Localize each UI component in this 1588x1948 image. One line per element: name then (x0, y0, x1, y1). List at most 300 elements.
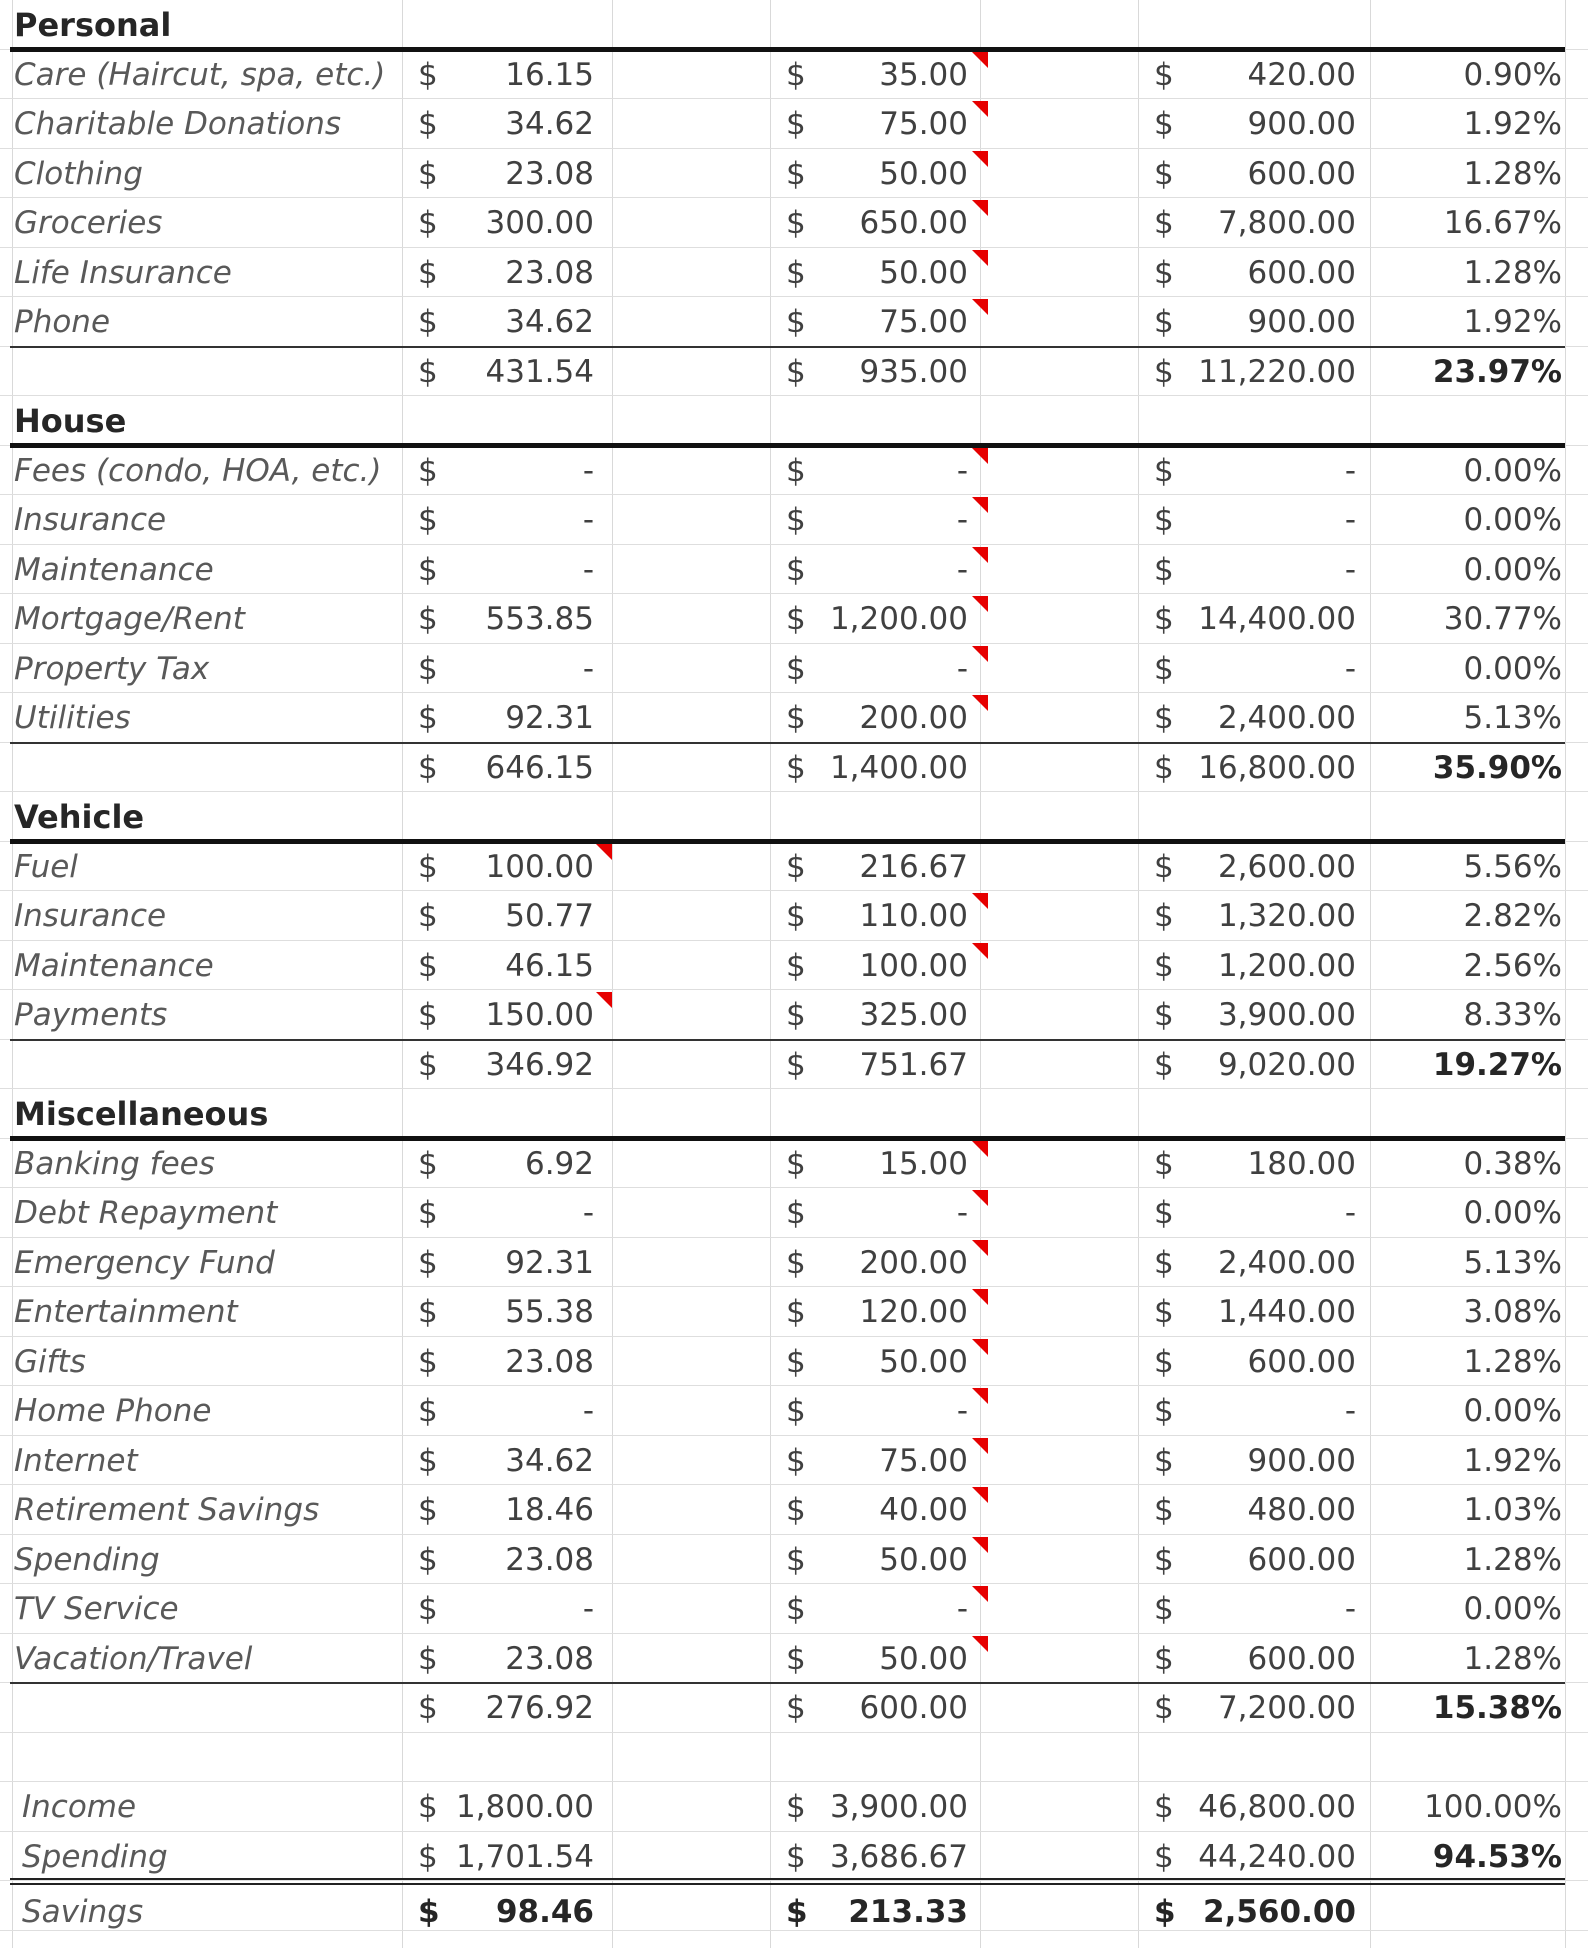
table-row[interactable] (0, 1584, 1588, 1634)
amount-cell-col3[interactable]: 600.00 (1247, 1640, 1356, 1677)
percent-cell[interactable]: 0.00% (1463, 1195, 1562, 1231)
amount-cell-col2[interactable]: 200.00 (859, 700, 968, 736)
amount-cell-col3[interactable]: 900.00 (1247, 304, 1356, 340)
table-row[interactable] (0, 495, 1588, 545)
amount-cell-col1[interactable]: 46.15 (505, 947, 594, 984)
percent-cell[interactable]: 0.90% (1463, 56, 1562, 93)
percent-cell[interactable]: 30.77% (1443, 601, 1562, 637)
currency-sign: $ (786, 1789, 806, 1825)
section-title: Vehicle (14, 798, 145, 836)
amount-cell-col1[interactable]: 23.08 (505, 155, 594, 192)
percent-cell[interactable]: 2.82% (1463, 898, 1562, 934)
currency-sign: $ (1154, 1343, 1174, 1380)
amount-cell-col1[interactable]: - (582, 1195, 594, 1231)
amount-cell-col1[interactable]: 100.00 (485, 848, 594, 885)
percent-cell[interactable]: 3.08% (1463, 1294, 1562, 1330)
amount-cell-col2[interactable]: 15.00 (879, 1145, 968, 1182)
amount-cell-col1[interactable]: - (582, 1591, 594, 1627)
percent-cell[interactable]: 2.56% (1463, 947, 1562, 984)
section-title: House (14, 402, 127, 440)
amount-cell-col3[interactable]: 9,020.00 (1217, 1046, 1356, 1083)
currency-sign: $ (418, 254, 438, 291)
amount-cell-col1[interactable]: 34.62 (505, 106, 594, 142)
amount-cell-col3[interactable]: 11,220.00 (1198, 353, 1356, 390)
amount-cell-col1[interactable]: 276.92 (485, 1690, 594, 1726)
amount-cell-col1[interactable]: 431.54 (485, 353, 594, 390)
percent-cell[interactable]: 1.28% (1463, 1541, 1562, 1578)
amount-cell-col2[interactable]: 213.33 (848, 1894, 968, 1930)
table-row[interactable] (0, 1188, 1588, 1238)
section-title: Miscellaneous (14, 1095, 269, 1133)
amount-cell-col1[interactable]: 16.15 (505, 56, 594, 93)
amount-cell-col3[interactable]: 900.00 (1247, 106, 1356, 142)
amount-cell-col2[interactable]: 1,400.00 (829, 749, 968, 786)
amount-cell-col2[interactable]: 1,200.00 (829, 601, 968, 637)
amount-cell-col1[interactable]: 23.08 (505, 1541, 594, 1578)
amount-cell-col3[interactable]: - (1344, 452, 1356, 489)
currency-sign: $ (1154, 1046, 1174, 1083)
percent-cell[interactable]: 0.00% (1463, 452, 1562, 489)
table-row[interactable] (0, 941, 1588, 990)
amount-cell-col2[interactable]: 75.00 (879, 304, 968, 340)
row-label: Maintenance (14, 551, 214, 588)
table-row[interactable] (0, 842, 1588, 891)
currency-sign: $ (786, 1195, 806, 1231)
amount-cell-col3[interactable]: - (1344, 650, 1356, 687)
subtotal-row[interactable] (0, 347, 1588, 396)
table-row[interactable] (0, 1436, 1588, 1485)
table-row[interactable] (0, 891, 1588, 941)
currency-sign: $ (786, 1690, 806, 1726)
amount-cell-col1[interactable]: 23.08 (505, 254, 594, 291)
comment-indicator-icon[interactable] (972, 1289, 988, 1305)
currency-sign: $ (1154, 1838, 1174, 1875)
percent-cell[interactable]: 1.03% (1463, 1492, 1562, 1528)
comment-indicator-icon[interactable] (596, 992, 612, 1008)
currency-sign: $ (1154, 898, 1174, 934)
currency-sign: $ (786, 1046, 806, 1083)
currency-sign: $ (418, 848, 438, 885)
amount-cell-col1[interactable]: 55.38 (505, 1294, 594, 1330)
amount-cell-col2[interactable]: 216.67 (859, 848, 968, 885)
table-row[interactable] (0, 1485, 1588, 1535)
amount-cell-col2[interactable]: 600.00 (859, 1690, 968, 1726)
spending-label: Spending (22, 1838, 168, 1875)
percent-cell[interactable]: 0.38% (1463, 1145, 1562, 1182)
currency-sign: $ (786, 650, 806, 687)
table-row[interactable] (0, 1634, 1588, 1683)
amount-cell-col1[interactable]: - (582, 452, 594, 489)
amount-cell-col1[interactable]: - (582, 650, 594, 687)
currency-sign: $ (786, 1244, 806, 1281)
comment-indicator-icon[interactable] (972, 497, 988, 513)
currency-sign: $ (418, 155, 438, 192)
currency-sign: $ (1154, 1195, 1174, 1231)
table-row[interactable] (0, 644, 1588, 693)
currency-sign: $ (418, 1838, 438, 1875)
row-label: Payments (14, 997, 168, 1033)
percent-cell[interactable]: 0.00% (1463, 1393, 1562, 1429)
currency-sign: $ (786, 1838, 806, 1875)
currency-sign: $ (786, 452, 806, 489)
amount-cell-col3[interactable]: 2,400.00 (1217, 1244, 1356, 1281)
currency-sign: $ (418, 502, 438, 538)
currency-sign: $ (418, 601, 438, 637)
comment-indicator-icon[interactable] (972, 1240, 988, 1256)
subtotal-row[interactable] (0, 743, 1588, 792)
currency-sign: $ (1154, 848, 1174, 885)
currency-sign: $ (418, 205, 438, 241)
percent-cell[interactable]: 0.00% (1463, 1591, 1562, 1627)
comment-indicator-icon[interactable] (972, 1487, 988, 1503)
amount-cell-col1[interactable]: 18.46 (505, 1492, 594, 1528)
comment-indicator-icon[interactable] (972, 695, 988, 711)
row-label: Insurance (14, 502, 167, 538)
currency-sign: $ (1154, 56, 1174, 93)
amount-cell-col2[interactable]: - (956, 1195, 968, 1231)
amount-cell-col2[interactable]: - (956, 650, 968, 687)
row-label: Utilities (14, 700, 131, 736)
amount-cell-col3[interactable]: - (1344, 1195, 1356, 1231)
amount-cell-col2[interactable]: 50.00 (879, 254, 968, 291)
section-header[interactable] (0, 792, 1588, 842)
currency-sign: $ (1154, 1640, 1174, 1677)
amount-cell-col2[interactable]: 50.00 (879, 1640, 968, 1677)
table-row[interactable] (0, 297, 1588, 347)
amount-cell-col2[interactable]: 35.00 (879, 56, 968, 93)
currency-sign: $ (418, 1145, 438, 1182)
row-label: Maintenance (14, 947, 214, 984)
amount-cell-col3[interactable]: 7,800.00 (1217, 205, 1356, 241)
table-row[interactable] (0, 545, 1588, 594)
amount-cell-col1[interactable]: 553.85 (485, 601, 594, 637)
currency-sign: $ (1154, 551, 1174, 588)
currency-sign: $ (418, 1343, 438, 1380)
currency-sign: $ (418, 304, 438, 340)
amount-cell-col3[interactable]: 2,600.00 (1217, 848, 1356, 885)
currency-sign: $ (1154, 452, 1174, 489)
gridline-horizontal (0, 1930, 1588, 1931)
comment-indicator-icon[interactable] (972, 943, 988, 959)
amount-cell-col1[interactable]: 150.00 (485, 997, 594, 1033)
row-label: TV Service (14, 1591, 179, 1627)
amount-cell-col1[interactable]: 98.46 (495, 1894, 594, 1930)
amount-cell-col3[interactable]: 46,800.00 (1198, 1789, 1356, 1825)
currency-sign: $ (418, 749, 438, 786)
table-row[interactable] (0, 198, 1588, 248)
currency-sign: $ (1154, 1393, 1174, 1429)
currency-sign: $ (786, 106, 806, 142)
currency-sign: $ (418, 650, 438, 687)
amount-cell-col3[interactable]: 420.00 (1247, 56, 1356, 93)
currency-sign: $ (1154, 106, 1174, 142)
currency-sign: $ (1154, 749, 1174, 786)
income-row[interactable] (0, 1782, 1588, 1832)
comment-indicator-icon[interactable] (972, 1339, 988, 1355)
amount-cell-col3[interactable]: 14,400.00 (1198, 601, 1356, 637)
percent-cell[interactable]: 5.13% (1463, 1244, 1562, 1281)
amount-cell-col2[interactable]: - (956, 1591, 968, 1627)
currency-sign: $ (1154, 353, 1174, 390)
amount-cell-col1[interactable]: 34.62 (505, 304, 594, 340)
table-row[interactable] (0, 99, 1588, 149)
row-label: Emergency Fund (14, 1244, 275, 1281)
row-label: Insurance (14, 898, 167, 934)
savings-row[interactable] (0, 1881, 1588, 1943)
currency-sign: $ (1154, 601, 1174, 637)
percent-cell[interactable]: 5.56% (1463, 848, 1562, 885)
currency-sign: $ (1154, 700, 1174, 736)
currency-sign: $ (1154, 1690, 1174, 1726)
table-row[interactable] (0, 693, 1588, 743)
amount-cell-col3[interactable]: - (1344, 502, 1356, 538)
comment-indicator-icon[interactable] (972, 151, 988, 167)
currency-sign: $ (418, 1789, 438, 1825)
percent-cell[interactable]: 1.28% (1463, 1640, 1562, 1677)
amount-cell-col3[interactable]: 2,560.00 (1203, 1894, 1356, 1930)
amount-cell-col3[interactable]: 2,400.00 (1217, 700, 1356, 736)
amount-cell-col2[interactable]: 650.00 (859, 205, 968, 241)
currency-sign: $ (418, 353, 438, 390)
amount-cell-col2[interactable]: 325.00 (859, 997, 968, 1033)
row-label: Retirement Savings (14, 1492, 320, 1528)
currency-sign: $ (418, 1442, 438, 1479)
currency-sign: $ (1154, 997, 1174, 1033)
amount-cell-col1[interactable]: 1,701.54 (455, 1838, 594, 1875)
amount-cell-col3[interactable]: 600.00 (1247, 155, 1356, 192)
currency-sign: $ (418, 1541, 438, 1578)
amount-cell-col2[interactable]: 120.00 (859, 1294, 968, 1330)
comment-indicator-icon[interactable] (972, 250, 988, 266)
amount-cell-col1[interactable]: 92.31 (505, 700, 594, 736)
currency-sign: $ (418, 452, 438, 489)
currency-sign: $ (418, 1046, 438, 1083)
currency-sign: $ (1154, 502, 1174, 538)
amount-cell-col2[interactable]: 50.00 (879, 1343, 968, 1380)
percent-cell[interactable]: 1.28% (1463, 155, 1562, 192)
amount-cell-col2[interactable]: 50.00 (879, 155, 968, 192)
row-label: Groceries (14, 205, 163, 241)
row-label: Life Insurance (14, 254, 232, 291)
currency-sign: $ (1154, 947, 1174, 984)
percent-cell[interactable]: 8.33% (1463, 997, 1562, 1033)
amount-cell-col2[interactable]: - (956, 1393, 968, 1429)
currency-sign: $ (786, 749, 806, 786)
section-header[interactable] (0, 0, 1588, 50)
amount-cell-col3[interactable]: 16,800.00 (1198, 749, 1356, 786)
percent-cell[interactable]: 1.92% (1463, 106, 1562, 142)
amount-cell-col3[interactable]: 1,320.00 (1217, 898, 1356, 934)
comment-indicator-icon[interactable] (596, 844, 612, 860)
comment-indicator-icon[interactable] (972, 1388, 988, 1404)
amount-cell-col2[interactable]: 935.00 (859, 353, 968, 390)
percent-cell[interactable]: 16.67% (1443, 205, 1562, 241)
amount-cell-col3[interactable]: 900.00 (1247, 1442, 1356, 1479)
amount-cell-col1[interactable]: - (582, 551, 594, 588)
amount-cell-col2[interactable]: 751.67 (859, 1046, 968, 1083)
amount-cell-col1[interactable]: 300.00 (485, 205, 594, 241)
row-label: Mortgage/Rent (14, 601, 245, 637)
amount-cell-col3[interactable]: 1,440.00 (1217, 1294, 1356, 1330)
row-label: Fees (condo, HOA, etc.) (14, 452, 382, 489)
row-label: Care (Haircut, spa, etc.) (14, 56, 386, 93)
amount-cell-col2[interactable]: 50.00 (879, 1541, 968, 1578)
currency-sign: $ (1154, 1442, 1174, 1479)
table-row[interactable] (0, 1337, 1588, 1386)
subtotal-percent[interactable]: 15.38% (1432, 1690, 1562, 1726)
amount-cell-col1[interactable]: 23.08 (505, 1640, 594, 1677)
amount-cell-col2[interactable]: 110.00 (859, 898, 968, 934)
comment-indicator-icon[interactable] (972, 1537, 988, 1553)
amount-cell-col3[interactable]: 3,900.00 (1217, 997, 1356, 1033)
currency-sign: $ (786, 700, 806, 736)
percent-cell[interactable]: 0.00% (1463, 502, 1562, 538)
currency-sign: $ (786, 1442, 806, 1479)
row-label: Spending (14, 1541, 160, 1578)
table-row[interactable] (0, 1386, 1588, 1436)
amount-cell-col1[interactable]: 646.15 (485, 749, 594, 786)
spending-percent[interactable]: 94.53% (1432, 1838, 1562, 1875)
percent-cell[interactable]: 5.13% (1463, 700, 1562, 736)
amount-cell-col3[interactable]: 600.00 (1247, 1343, 1356, 1380)
amount-cell-col3[interactable]: - (1344, 1393, 1356, 1429)
percent-cell[interactable]: 1.92% (1463, 1442, 1562, 1479)
amount-cell-col2[interactable]: 75.00 (879, 1442, 968, 1479)
amount-cell-col3[interactable]: 600.00 (1247, 254, 1356, 291)
amount-cell-col2[interactable]: 3,900.00 (829, 1789, 968, 1825)
percent-cell[interactable]: 1.28% (1463, 1343, 1562, 1380)
table-row[interactable] (0, 1535, 1588, 1584)
comment-indicator-icon[interactable] (972, 448, 988, 464)
amount-cell-col1[interactable]: 346.92 (485, 1046, 594, 1083)
row-label: Vacation/Travel (14, 1640, 253, 1677)
amount-cell-col2[interactable]: 200.00 (859, 1244, 968, 1281)
subtotal-row[interactable] (0, 1040, 1588, 1089)
percent-cell[interactable]: 0.00% (1463, 650, 1562, 687)
amount-cell-col2[interactable]: 3,686.67 (829, 1838, 968, 1875)
comment-indicator-icon[interactable] (972, 299, 988, 315)
row-label: Entertainment (14, 1294, 238, 1330)
percent-cell[interactable]: 1.28% (1463, 254, 1562, 291)
amount-cell-col2[interactable]: - (956, 502, 968, 538)
currency-sign: $ (418, 1591, 438, 1627)
currency-sign: $ (1154, 155, 1174, 192)
income-percent[interactable]: 100.00% (1424, 1789, 1562, 1825)
amount-cell-col2[interactable]: - (956, 551, 968, 588)
table-row[interactable] (0, 248, 1588, 297)
currency-sign: $ (418, 997, 438, 1033)
amount-cell-col1[interactable]: - (582, 1393, 594, 1429)
currency-sign: $ (786, 304, 806, 340)
table-row[interactable] (0, 50, 1588, 99)
table-row[interactable] (0, 990, 1588, 1040)
percent-cell[interactable]: 1.92% (1463, 304, 1562, 340)
subtotal-percent[interactable]: 19.27% (1432, 1046, 1562, 1083)
currency-sign: $ (786, 898, 806, 934)
table-row[interactable] (0, 1139, 1588, 1188)
amount-cell-col2[interactable]: 100.00 (859, 947, 968, 984)
comment-indicator-icon[interactable] (972, 1636, 988, 1652)
comment-indicator-icon[interactable] (972, 893, 988, 909)
section-header[interactable] (0, 1089, 1588, 1139)
amount-cell-col3[interactable]: 180.00 (1247, 1145, 1356, 1182)
spending-row[interactable] (0, 1832, 1588, 1881)
amount-cell-col2[interactable]: - (956, 452, 968, 489)
amount-cell-col3[interactable]: 44,240.00 (1198, 1838, 1356, 1875)
comment-indicator-icon[interactable] (972, 596, 988, 612)
amount-cell-col1[interactable]: - (582, 502, 594, 538)
currency-sign: $ (418, 898, 438, 934)
amount-cell-col1[interactable]: 50.77 (505, 898, 594, 934)
currency-sign: $ (786, 1393, 806, 1429)
currency-sign: $ (1154, 254, 1174, 291)
row-label: Internet (14, 1442, 138, 1479)
table-row[interactable] (0, 1287, 1588, 1337)
amount-cell-col1[interactable]: 23.08 (505, 1343, 594, 1380)
comment-indicator-icon[interactable] (972, 52, 988, 68)
amount-cell-col1[interactable]: 92.31 (505, 1244, 594, 1281)
comment-indicator-icon[interactable] (972, 1438, 988, 1454)
amount-cell-col1[interactable]: 34.62 (505, 1442, 594, 1479)
comment-indicator-icon[interactable] (972, 200, 988, 216)
comment-indicator-icon[interactable] (972, 1190, 988, 1206)
percent-cell[interactable]: 0.00% (1463, 551, 1562, 588)
row-label: Charitable Donations (14, 106, 342, 142)
empty-row[interactable] (0, 1733, 1588, 1782)
amount-cell-col3[interactable]: - (1344, 551, 1356, 588)
currency-sign: $ (418, 1244, 438, 1281)
savings-label: Savings (22, 1894, 144, 1930)
currency-sign: $ (1154, 205, 1174, 241)
amount-cell-col3[interactable]: 7,200.00 (1217, 1690, 1356, 1726)
comment-indicator-icon[interactable] (972, 1586, 988, 1602)
subtotal-percent[interactable]: 23.97% (1432, 353, 1562, 390)
comment-indicator-icon[interactable] (972, 646, 988, 662)
comment-indicator-icon[interactable] (972, 1141, 988, 1157)
table-row[interactable] (0, 1238, 1588, 1287)
amount-cell-col3[interactable]: - (1344, 1591, 1356, 1627)
amount-cell-col3[interactable]: 1,200.00 (1217, 947, 1356, 984)
amount-cell-col3[interactable]: 600.00 (1247, 1541, 1356, 1578)
amount-cell-col1[interactable]: 6.92 (524, 1145, 594, 1182)
currency-sign: $ (786, 997, 806, 1033)
table-row[interactable] (0, 149, 1588, 198)
row-label: Gifts (14, 1343, 86, 1380)
currency-sign: $ (786, 551, 806, 588)
amount-cell-col3[interactable]: 480.00 (1247, 1492, 1356, 1528)
currency-sign: $ (786, 601, 806, 637)
currency-sign: $ (1154, 1789, 1174, 1825)
row-label: Property Tax (14, 650, 210, 687)
currency-sign: $ (418, 700, 438, 736)
amount-cell-col2[interactable]: 75.00 (879, 106, 968, 142)
currency-sign: $ (786, 155, 806, 192)
amount-cell-col1[interactable]: 1,800.00 (455, 1789, 594, 1825)
currency-sign: $ (786, 353, 806, 390)
table-row[interactable] (0, 594, 1588, 644)
amount-cell-col2[interactable]: 40.00 (879, 1492, 968, 1528)
comment-indicator-icon[interactable] (972, 101, 988, 117)
currency-sign: $ (786, 1294, 806, 1330)
comment-indicator-icon[interactable] (972, 547, 988, 563)
subtotal-percent[interactable]: 35.90% (1432, 749, 1562, 786)
subtotal-row[interactable] (0, 1683, 1588, 1733)
currency-sign: $ (786, 1492, 806, 1528)
currency-sign: $ (1154, 304, 1174, 340)
currency-sign: $ (1154, 1894, 1176, 1930)
table-row[interactable] (0, 446, 1588, 495)
section-header[interactable] (0, 396, 1588, 446)
